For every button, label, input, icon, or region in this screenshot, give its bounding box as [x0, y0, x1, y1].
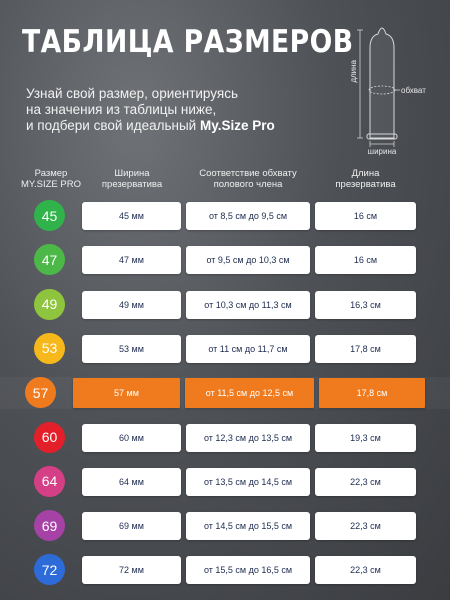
girth-cell: от 15,5 см до 16,5 см: [186, 556, 310, 584]
header-width: [90, 168, 174, 190]
header-width-line-1: Ширина: [114, 168, 150, 179]
table-row[interactable]: [0, 289, 450, 321]
length-cell: 22,3 см: [315, 556, 416, 584]
table-header: [0, 168, 450, 198]
girth-cell: от 9,5 см до 10,3 см: [186, 246, 310, 274]
table-row[interactable]: [0, 422, 450, 454]
length-cell: 22,3 см: [315, 512, 416, 540]
header-size-line-1: Размер: [34, 168, 68, 179]
length-cell: 16 см: [315, 202, 416, 230]
header-length-line-2: презерватива: [335, 179, 396, 190]
subtitle: [26, 86, 275, 134]
width-cell: 57 мм: [73, 378, 180, 408]
girth-cell: от 14,5 см до 15,5 см: [186, 512, 310, 540]
header-length-line-1: Длина: [351, 168, 380, 179]
subtitle-line-3: [26, 118, 275, 134]
width-cell: 69 мм: [82, 512, 181, 540]
subtitle-line-2: на значения из таблицы ниже,: [26, 102, 217, 117]
table-row[interactable]: [0, 377, 450, 409]
header-length: [315, 168, 416, 190]
header-girth-line-1: Соответствие обхвату: [199, 168, 297, 179]
width-label: ширина: [367, 147, 397, 156]
width-cell: 45 мм: [82, 202, 181, 230]
length-cell: 16 см: [315, 246, 416, 274]
header-girth-line-2: полового члена: [213, 179, 283, 190]
size-badge: 64: [34, 466, 65, 497]
width-cell: 60 мм: [82, 424, 181, 452]
girth-cell: от 13,5 см до 14,5 см: [186, 468, 310, 496]
table-row[interactable]: [0, 466, 450, 498]
condom-diagram-icon: [340, 20, 450, 160]
width-cell: 72 мм: [82, 556, 181, 584]
girth-cell: от 10,3 см до 11,3 см: [186, 291, 310, 319]
length-cell: 16,3 см: [315, 291, 416, 319]
length-cell: 17,8 см: [315, 335, 416, 363]
size-badge: 53: [34, 333, 65, 364]
width-cell: 47 мм: [82, 246, 181, 274]
page-title: ТАБЛИЦА РАЗМЕРОВ: [22, 24, 354, 60]
size-badge: 69: [34, 510, 65, 541]
header-size: [20, 168, 82, 190]
length-cell: 19,3 см: [315, 424, 416, 452]
girth-cell: от 11 см до 11,7 см: [186, 335, 310, 363]
girth-cell: от 8,5 см до 9,5 см: [186, 202, 310, 230]
subtitle-line-3-text: и подбери свой идеальный: [26, 118, 200, 133]
width-cell: 64 мм: [82, 468, 181, 496]
size-badge: 72: [34, 554, 65, 585]
width-cell: 49 мм: [82, 291, 181, 319]
header-width-line-2: презерватива: [101, 179, 163, 190]
table-row[interactable]: [0, 333, 450, 365]
header-girth: [186, 168, 310, 190]
subtitle-line-1: Узнай свой размер, ориентируясь: [26, 86, 238, 101]
length-cell: 17,8 см: [319, 378, 425, 408]
brand-name: My.Size Pro: [199, 118, 275, 133]
girth-cell: от 12,3 см до 13,5 см: [186, 424, 310, 452]
table-row[interactable]: [0, 510, 450, 542]
width-cell: 53 мм: [82, 335, 181, 363]
table-row[interactable]: [0, 554, 450, 586]
condom-dimension-diagram: [340, 20, 450, 160]
length-label: длина: [349, 60, 358, 83]
header-size-line-2: MY.SIZE PRO: [20, 179, 81, 190]
girth-cell: от 11,5 см до 12,5 см: [185, 378, 314, 408]
length-cell: 22,3 см: [315, 468, 416, 496]
table-row[interactable]: [0, 244, 450, 276]
girth-label: обхват: [401, 86, 426, 95]
size-badge: 57: [25, 377, 56, 408]
size-badge: 60: [34, 422, 65, 453]
size-badge: 47: [34, 244, 65, 275]
size-badge: 45: [34, 200, 65, 231]
table-row[interactable]: [0, 200, 450, 232]
size-badge: 49: [34, 289, 65, 320]
